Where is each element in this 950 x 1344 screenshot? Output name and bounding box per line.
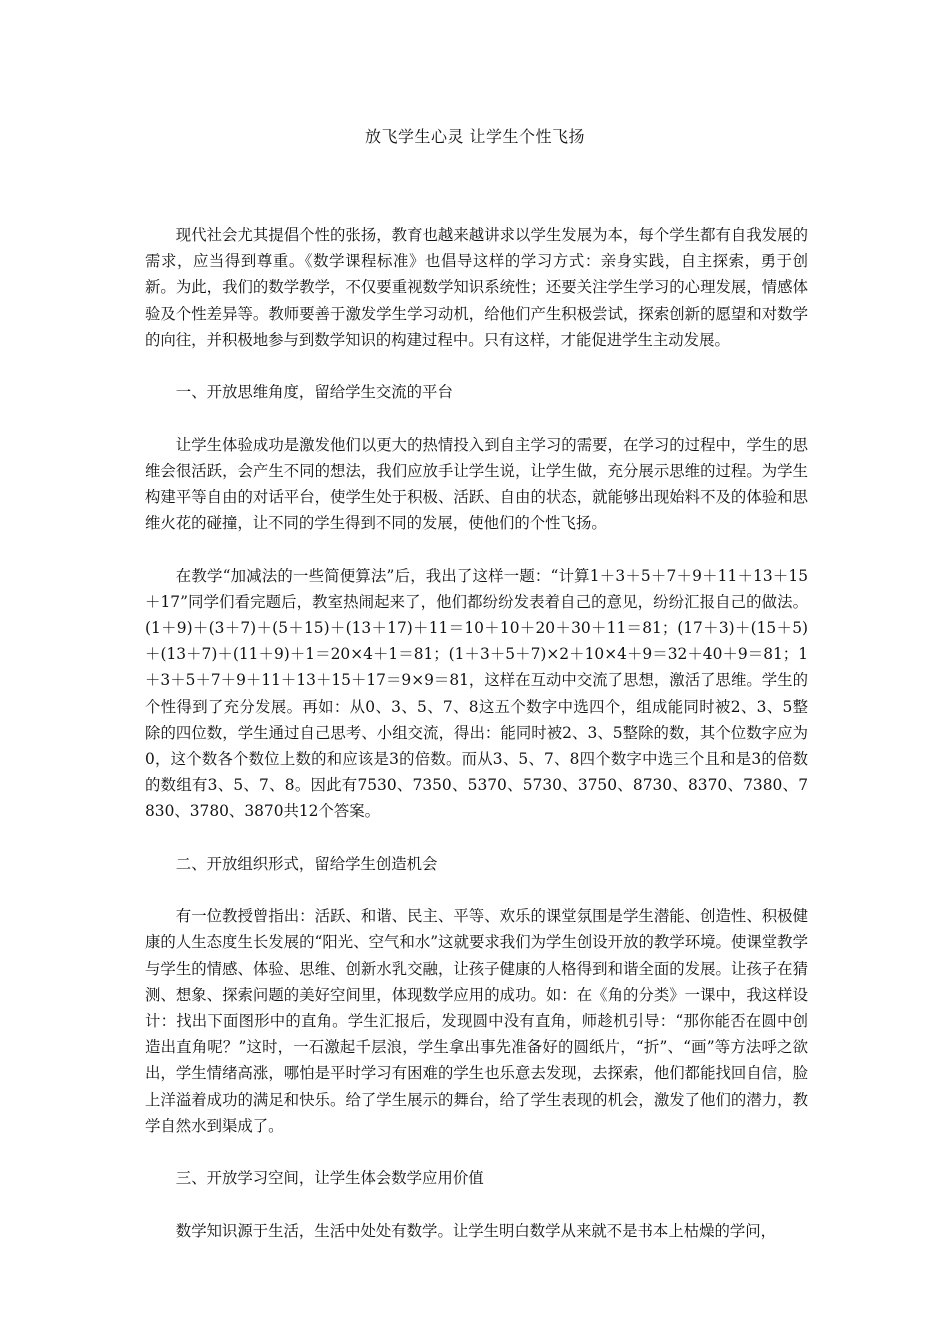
paragraph-intro: 现代社会尤其提倡个性的张扬，教育也越来越讲求以学生发展为本，每个学生都有自我发展的需求，应当得到尊重。《数学课程标准》也倡导这样的学习方式：亲身实践，自主探索，勇于创新。为此，我们的数学教学，不仅要重视数学知识系统性；还要关注学生学习的心理发展，情感体验及个性差异等。教师要善于激发学生学习动机，给他们产生积极尝试，探索创新的愿望和对数学的向往，并积极地参与到数学知识的构建过程中。只有这样，才能促进学生主动发展。 <box>145 226 808 349</box>
paragraph-section3: 数学知识源于生活，生活中处处有数学。让学生明白数学从来就不是书本上枯燥的学问， <box>175 1221 777 1240</box>
paragraph-section2: 有一位教授曾指出：活跃、和谐、民主、平等、欢乐的课堂氛围是学生潜能、创造性、积极健康的人生态度生长发展的“阳光、空气和水”这就要求我们为学生创设开放的教学环境。使课堂教学与学生的情感、体验、思维、创新水乳交融，让孩子健康的人格得到和谐全面的发展。让孩子在猜测、想象、探索问题的美好空间里，体现数学应用的成功。如：在《角的分类》一课中，我这样设计：找出下面图形中的直角。学生汇报后，发现圆中没有直角，师趁机引导：“那你能否在圆中创造出直角呢？”这时，一石激起千层浪，学生拿出事先准备好的圆纸片，“折”、“画”等方法呼之欲出，学生情绪高涨，哪怕是平时学习有困难的学生也乐意去发现，去探索，他们都能找回自信，脸上洋溢着成功的满足和快乐。给了学生展示的舞台，给了学生表现的机会，激发了他们的潜力，教学自然水到渠成了。 <box>145 907 808 1135</box>
document-body <box>145 222 808 1270</box>
section-heading-1: 一、开放思维角度，留给学生交流的平台 <box>175 383 453 402</box>
section-heading-2: 二、开放组织形式，留给学生创造机会 <box>175 854 438 873</box>
paragraph-section1-b: 在教学“加减法的一些简便算法”后，我出了这样一题：“计算1＋3＋5＋7＋9＋11＋13＋15＋17”同学们看完题后，教室热闹起来了，他们都纷纷发表着自己的意见，纷纷汇报自己的做法。(1＋9)＋(3＋7)＋(5＋15)＋(13＋17)＋11＝10＋10＋20＋30＋11＝81；(17＋3)＋(15＋5)＋(13＋7)＋(11＋9)＋1＝20×4＋1＝81；(1＋3＋5＋7)×2＋10×4＋9＝32＋40＋9＝81；1＋3＋5＋7＋9＋11＋13＋15＋17＝9×9＝81，这样在互动中交流了思想，激活了思维。学生的个性得到了充分发展。再如：从0、3、5、7、8这五个数字中选四个，组成能同时被2、3、5整除的四位数，学生通过自己思考、小组交流，得出：能同时被2、3、5整除的数，其个位数字应为0，这个数各个数位上数的和应该是3的倍数。而从3、5、7、8四个数字中选三个且和是3的倍数的数组有3、5、7、8。因此有7530、7350、5370、5730、3750、8730、8370、7380、7830、3780、3870共12个答案。 <box>145 566 808 821</box>
paragraph-section1-a: 让学生体验成功是激发他们以更大的热情投入到自主学习的需要，在学习的过程中，学生的思维会很活跃，会产生不同的想法，我们应放手让学生说，让学生做，充分展示思维的过程。为学生构建平等自由的对话平台，使学生处于积极、活跃、自由的状态，就能够出现始料不及的体验和思维火花的碰撞，让不同的学生得到不同的发展，使他们的个性飞扬。 <box>145 435 808 533</box>
document-title: 放飞学生心灵 让学生个性飞扬 <box>364 127 586 146</box>
section-heading-3: 三、开放学习空间，让学生体会数学应用价值 <box>175 1169 484 1188</box>
